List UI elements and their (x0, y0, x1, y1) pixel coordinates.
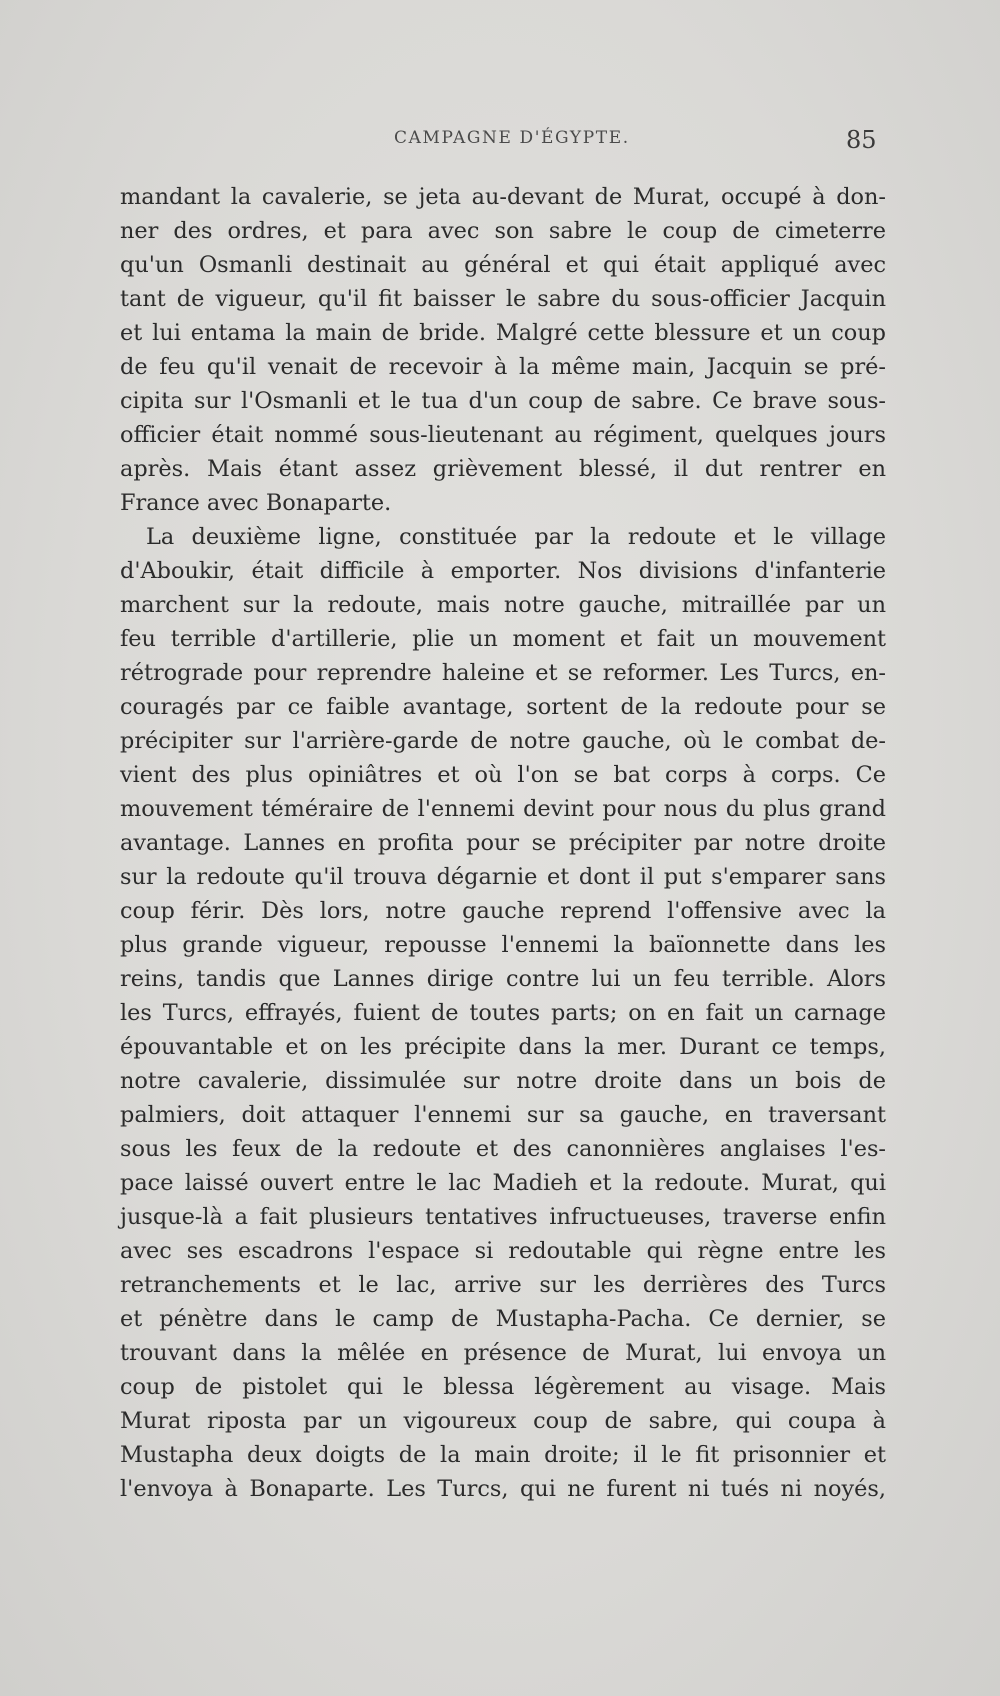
text-line: officier était nommé sous-lieutenant au régiment, quelques jours (120, 422, 886, 448)
text-line: mandant la cavalerie, se jeta au-devant de Murat, occupé à don- (120, 184, 886, 210)
text-line: La deuxième ligne, constituée par la redoute et le village (146, 524, 886, 550)
text-line: tant de vigueur, qu'il fit baisser le sabre du sous-officier Jacquin (120, 286, 886, 312)
text-line: vient des plus opiniâtres et où l'on se bat corps à corps. Ce (120, 762, 886, 788)
text-line: et lui entama la main de bride. Malgré cette blessure et un coup (120, 320, 886, 346)
page-number: 85 (846, 126, 877, 154)
text-line: notre cavalerie, dissimulée sur notre droite dans un bois de (120, 1068, 886, 1094)
text-line: plus grande vigueur, repousse l'ennemi la baïonnette dans les (120, 932, 886, 958)
text-line: marchent sur la redoute, mais notre gauche, mitraillée par un (120, 592, 886, 618)
text-line: trouvant dans la mêlée en présence de Murat, lui envoya un (120, 1340, 886, 1366)
text-line: cipita sur l'Osmanli et le tua d'un coup de sabre. Ce brave sous- (120, 388, 886, 414)
text-line: Mustapha deux doigts de la main droite; il le fit prisonnier et (120, 1442, 886, 1468)
text-line: précipiter sur l'arrière-garde de notre gauche, où le combat de- (120, 728, 886, 754)
text-line: avec ses escadrons l'espace si redoutable qui règne entre les (120, 1238, 886, 1264)
body-text (120, 180, 886, 1506)
text-line: les Turcs, effrayés, fuient de toutes parts; on en fait un carnage (120, 1000, 886, 1026)
text-line: avantage. Lannes en profita pour se précipiter par notre droite (120, 830, 886, 856)
text-line: coup de pistolet qui le blessa légèrement au visage. Mais (120, 1374, 886, 1400)
text-line: ner des ordres, et para avec son sabre le coup de cimeterre (120, 218, 886, 244)
text-line: France avec Bonaparte. (120, 490, 392, 516)
text-line: jusque-là a fait plusieurs tentatives infructueuses, traverse enfin (120, 1204, 886, 1230)
text-line: coup férir. Dès lors, notre gauche reprend l'offensive avec la (120, 898, 886, 924)
running-title: CAMPAGNE D'ÉGYPTE. (394, 128, 630, 148)
text-line: qu'un Osmanli destinait au général et qui était appliqué avec (120, 252, 886, 278)
text-line: d'Aboukir, était difficile à emporter. Nos divisions d'infanterie (120, 558, 886, 584)
text-line: rétrograde pour reprendre haleine et se reformer. Les Turcs, en- (120, 660, 886, 686)
text-line: épouvantable et on les précipite dans la mer. Durant ce temps, (120, 1034, 886, 1060)
text-line: couragés par ce faible avantage, sortent de la redoute pour se (120, 694, 886, 720)
text-line: Murat riposta par un vigoureux coup de sabre, qui coupa à (120, 1408, 886, 1434)
text-line: l'envoya à Bonaparte. Les Turcs, qui ne furent ni tués ni noyés, (120, 1476, 886, 1502)
text-line: mouvement téméraire de l'ennemi devint pour nous du plus grand (120, 796, 886, 822)
text-line: palmiers, doit attaquer l'ennemi sur sa gauche, en traversant (120, 1102, 886, 1128)
text-line: de feu qu'il venait de recevoir à la même main, Jacquin se pré- (120, 354, 886, 380)
running-header (0, 128, 1000, 156)
text-line: et pénètre dans le camp de Mustapha-Pacha. Ce dernier, se (120, 1306, 886, 1332)
text-line: retranchements et le lac, arrive sur les derrières des Turcs (120, 1272, 886, 1298)
text-line: sous les feux de la redoute et des canonnières anglaises l'es- (120, 1136, 886, 1162)
text-line: sur la redoute qu'il trouva dégarnie et dont il put s'emparer sans (120, 864, 886, 890)
text-line: feu terrible d'artillerie, plie un moment et fait un mouvement (120, 626, 886, 652)
text-line: pace laissé ouvert entre le lac Madieh et la redoute. Murat, qui (120, 1170, 886, 1196)
text-line: reins, tandis que Lannes dirige contre lui un feu terrible. Alors (120, 966, 886, 992)
text-line: après. Mais étant assez grièvement blessé, il dut rentrer en (120, 456, 886, 482)
